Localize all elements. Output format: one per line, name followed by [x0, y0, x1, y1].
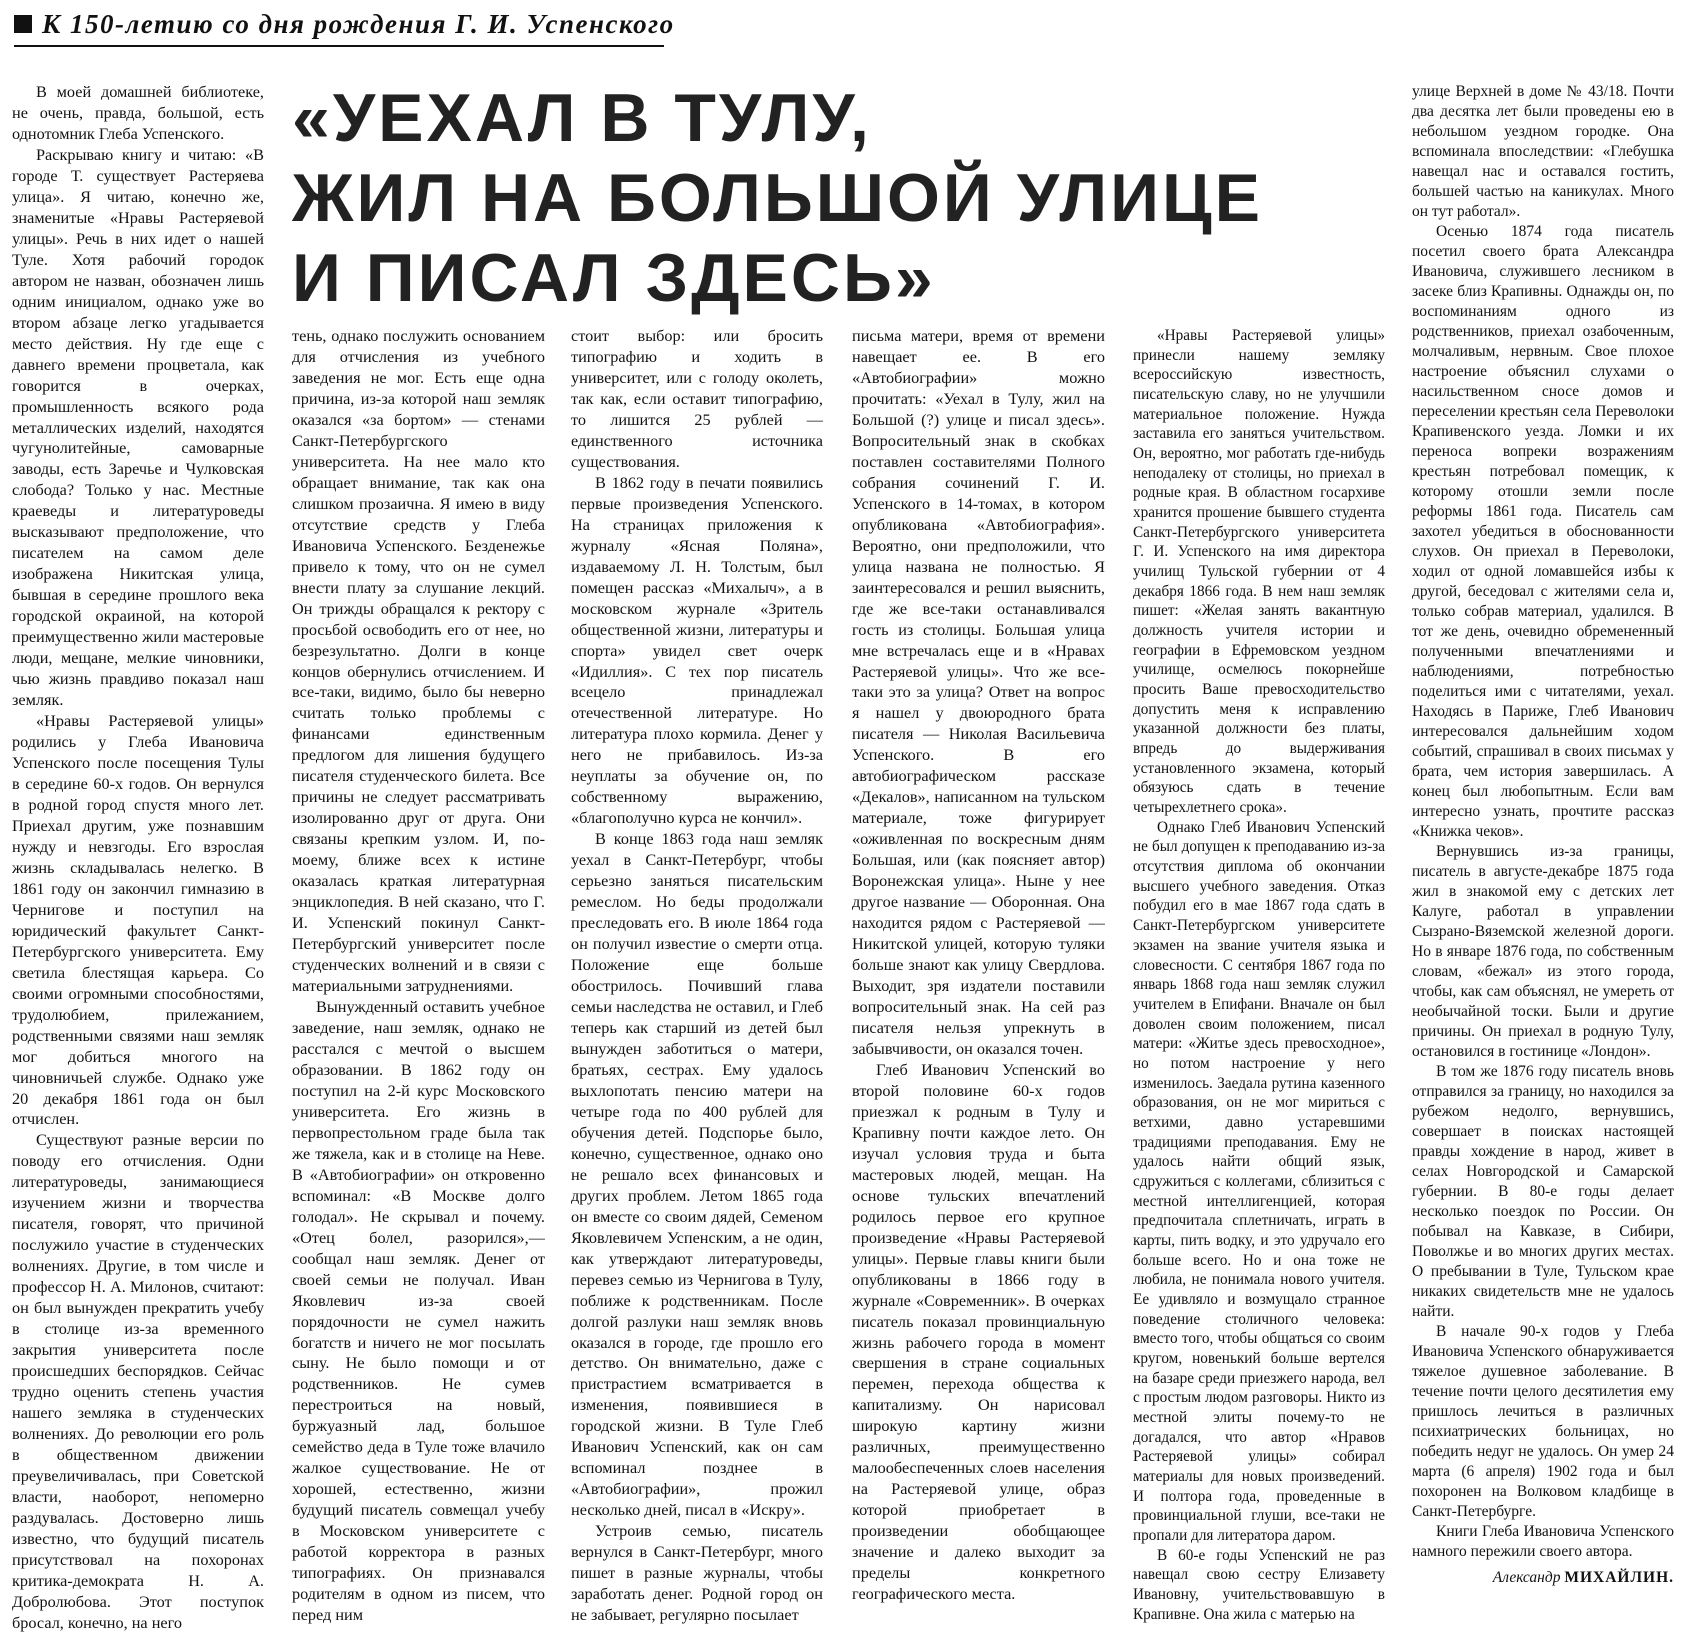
paragraph: В моей домашней библиотеке, не очень, правда, большой, есть однотомник Глеба Успенского.	[12, 83, 264, 143]
article-column-1	[12, 82, 264, 1638]
paragraph: «Нравы Растеряевой улицы» принесли нашему земляку всероссийскую известность, писательскую славу, но не улучшили материальное положение. Нужда заставила его заняться учительством. Он, вероятно, мог работать где-нибудь неподалеку от столицы, но приехал в родные края. В областном госархиве хранится прошение бывшего студента Санкт-Петербургского университета Г. И. Успенского на имя директора училищ Тульской губернии от 4 декабря 1866 года. В нем наш земляк пишет: «Желая занять вакантную должность учителя истории и географии в Ефремовском уездном училище, осмелюсь покорнейше просить Ваше превосходительство допустить меня к исправлению указанной должности без платы, впредь до выдерживания установленного экзамена, который обязуюсь сдать в течение четырехлетнего срока».	[1133, 327, 1385, 817]
author-signature	[1412, 1568, 1674, 1588]
article-column-2	[292, 326, 545, 1638]
paragraph: Существуют разные версии по поводу его отчисления. Одни литературоведы, занимающиеся изучением жизни и творчества писателя, говорят, что причиной послужило участие в студенческих волнениях. Другие, в том числе и профессор Н. А. Милонов, считают: он был вынужден прекратить учебу в столице из-за временного закрытия университета после происшедших беспорядков. Сейчас трудно оценить степень участия нашего земляка в студенческих волнениях. До революции его роль в общественном движении преувеличивалась, при Советской власти, наоборот, непомерно раздувалась. Достоверно лишь известно, что будущий писатель присутствовал на похоронах критика-демократа Н. А. Добролюбова. Этот поступок бросал, конечно, на него	[12, 1131, 264, 1632]
author-last-name: МИХАЙЛИН.	[1564, 1569, 1674, 1586]
paragraph: письма матери, время от времени навещает ее. В его «Автобиографии» можно прочитать: «Уехал в Тулу, жил на Большой (?) улице и писал здесь». Вопросительный знак в скобках поставлен составителями Полного собрания сочинений Г. И. Успенского в 14-томах, в котором опубликована «Автобиография». Вероятно, они предположили, что улица названа не полностью. Я заинтересовался и решил выяснить, где же все-таки останавливался гость из столицы. Большая улица мне встречалась еще и в «Нравах Растеряевой улицы». Что же все-таки это за улица? Ответ на вопрос я нашел у двоюродного брата писателя — Николая Васильевича Успенского. В его автобиографическом рассказе «Декалов», написанном на тульском материале, тоже фигурирует «оживленная по воскресным дням Большая, или (как поясняет автор) Воронежская улица». Ныне у нее другое название — Оборонная. Она находится рядом с Растеряевой — Никитской улицей, которую туляки больше знают как улицу Свердлова. Выходит, зря издатели поставили вопросительный знак. На сей раз писателя нельзя упрекнуть в забывчивости, он оказался точен.	[852, 327, 1105, 1058]
paragraph: Осенью 1874 года писатель посетил своего брата Александра Ивановича, служившего лесником в засеке близ Крапивны. Однажды он, по воспоминаниям одного из родственников, приехал озабоченным, молчаливым, нервным. Свое плохое настроение объяснил слухами о насильственном сносе домов и переселении крестьян села Переволоки Крапивенского уезда. Ломки и их переноса вопреки возражениям крестьян потребовал помещик, к которому отошли земли после реформы 1861 года. Писатель сам захотел убедиться в обоснованности слухов. Он приехал в Переволоки, ходил от одной ломавшейся избы к другой, беседовал с жителями села и, только собрав материал, удалился. В тот же день, очевидно обремененный полученными впечатлениями и наблюдениями, потребностью поделиться ими с читателями, уехал. Находясь в Париже, Глеб Иванович интересовался дальнейшим ходом событий, спрашивал в своих письмах у брата, чем история завершилась. А конец был любопытным. Если вам интересно узнать, прочтите рассказ «Книжка чеков».	[1412, 223, 1674, 840]
paragraph: В 1862 году в печати появились первые произведения Успенского. На страницах приложения к журналу «Ясная Поляна», издаваемому Л. Н. Толстым, был помещен рассказ «Михалыч», а в московском журнале «Зритель общественной жизни, литературы и спорта» увидел свет очерк «Идиллия». С тех пор писатель всецело принадлежал отечественной литературе. Но литература плохо кормила. Денег у него не прибавилось. Из-за неуплаты за обучение он, по собственному выражению, «благополучно курса не кончил».	[571, 473, 823, 828]
paragraph: Вынужденный оставить учебное заведение, наш земляк, однако не расстался с мечтой о высшем образовании. В 1862 году он поступил на 2-й курс Московского университета. Его жизнь в первопрестольном граде была так же тяжела, как и в столице на Неве. В «Автобиографии» он откровенно вспоминал: «В Москве долго голодал». Не скрывал и почему. «Отец болел, разорился»,— сообщал наш земляк. Денег от своей семьи не получал. Иван Яковлевич из-за своей порядочности не сумел нажить богатств и ничего не мог посылать сыну. Не было помощи и от родственников. Не сумев перестроиться на новый, буржуазный лад, большое семейство деда в Туле тоже влачило жалкое существование. Не от хорошей, естественно, жизни будущий писатель совмещал учебу в Московском университете с работой корректора в разных типографиях. Он признавался родителям в одном из писем, что перед ним	[292, 998, 545, 1625]
paragraph: В конце 1863 года наш земляк уехал в Санкт-Петербург, чтобы серьезно заняться писательским ремеслом. Но беды продолжали преследовать его. В июле 1864 года он получил известие о смерти отца. Положение еще больше обострилось. Почивший глава семьи наследства не оставил, и Глеб теперь как старший из детей был вынужден заботиться о матери, братьях, сестрах. Ему удалось выхлопотать пенсию матери на четыре года по 400 рублей для обучения детей. Подспорье было, конечно, существенное, однако оно не решало всех финансовых и других проблем. Летом 1865 года он вместе со своим дядей, Семеном Яковлевичем Успенским, а не один, как утверждают литературоведы, перевез семью из Чернигова в Тулу, поближе к родственникам. После долгой разлуки наш земляк вновь оказался в городе, где прошло его детство. Он внимательно, даже с пристрастием всматривается в изменения, появившиеся в городской жизни. В Туле Глеб Иванович Успенский, как он сам вспоминал позднее в «Автобиографии», прожил несколько дней, писал в «Искру».	[571, 830, 823, 1520]
rubric-square-icon	[14, 15, 32, 33]
article-headline	[292, 78, 1392, 318]
rubric-title: К 150-летию со дня рождения Г. И. Успенского	[42, 8, 675, 39]
paragraph: В начале 90-х годов у Глеба Ивановича Успенского обнаруживается тяжелое душевное заболевание. В течение почти целого десятилетия ему пришлось лечиться в различных психиатрических больницах, но победить недуг не удалось. Он умер 24 марта (6 апреля) 1902 года и был похоронен на Волковом кладбище в Санкт-Петербурге.	[1412, 1323, 1674, 1520]
article-column-5	[1133, 326, 1385, 1638]
paragraph: В 60-е годы Успенский не раз навещал свою сестру Елизавету Ивановну, учительствовавшую в Крапивне. Она жила с матерью на	[1133, 1546, 1385, 1623]
headline-line: ЖИЛ НА БОЛЬШОЙ УЛИЦЕ	[292, 160, 1264, 236]
author-first-name: Александр	[1492, 1569, 1561, 1586]
paragraph: улице Верхней в доме № 43/18. Почти два десятка лет были проведены ею в небольшом уездном городке. Она вспоминала впоследствии: «Глебушка навещал нас и оставался гостить, большей частью на каникулах. Много он тут работал».	[1412, 83, 1674, 220]
paragraph: «Нравы Растеряевой улицы» родились у Глеба Ивановича Успенского после посещения Тулы в середине 60-х годов. Он вернулся в родной город спустя много лет. Приехал другим, уже познавшим нужду и невзгоды. Его взрослая жизнь складывалась нелегко. В 1861 году он закончил гимназию в Чернигове и поступил на юридический факультет Санкт-Петербургского университета. Ему светила блестящая карьера. Со своими огромными способностями, трудолюбием, прилежанием, родственными связями наш земляк мог добиться многого на чиновничьей службе. Однако уже 20 декабря 1861 года он был отчислен.	[12, 712, 264, 1129]
paragraph: Вернувшись из-за границы, писатель в августе-декабре 1875 года жил в знакомой ему с детских лет Калуге, работал в управлении Сызрано-Вяземской железной дороги. Но в январе 1876 года, по собственным словам, «бежал» из этого города, чтобы, как сам объяснял, не умереть от необычайной тоски. Были и другие причины. Он приехал в родную Тулу, остановился в гостинице «Лондон».	[1412, 843, 1674, 1060]
paragraph: В том же 1876 году писатель вновь отправился за границу, но находился за рубежом недолго, вернувшись, совершает в поисках настоящей правды хождение в народ, живет в селах Новгородской и Самарской губернии. В 80-е годы делает несколько поездок по России. Он побывал на Кавказе, в Сибири, Поволжье и во многих других местах. О пребывании в Туле, Тульском крае никаких свидетельств мне не удалось найти.	[1412, 1063, 1674, 1320]
article-column-3	[571, 326, 823, 1638]
paragraph: Глеб Иванович Успенский во второй половине 60-х годов приезжал к родным в Тулу и Крапивну почти каждое лето. Он изучал условия труда и быта мастеровых людей, мещан. На основе тульских впечатлений родилось первое его крупное произведение «Нравы Растеряевой улицы». Первые главы книги были опубликованы в 1866 году в журнале «Современник». В очерках писатель показал провинциальную жизнь рабочего города в момент свершения в стране социальных перемен, перехода общества к капитализму. Он нарисовал широкую картину жизни различных, преимущественно малообеспеченных слоев населения на Растеряевой улице, образ которой приобретает в произведении обобщающее значение и далеко выходит за пределы конкретного географического места.	[852, 1060, 1105, 1604]
rubric-header	[14, 6, 675, 42]
paragraph: Книги Глеба Ивановича Успенского намного пережили своего автора.	[1412, 1523, 1674, 1560]
article-column-4	[852, 326, 1105, 1638]
paragraph: Устроив семью, писатель вернулся в Санкт-Петербург, много пишет в разные журналы, чтобы заработать денег. Родной город он не забывает, регулярно посылает	[571, 1522, 823, 1625]
paragraph: Раскрываю книгу и читаю: «В городе Т. существует Растеряева улица». Я читаю, конечно же, знаменитые «Нравы Растеряевой улицы». Речь в них идет о нашей Туле. Хотя рабочий городок автором не назван, обозначен лишь одним инициалом, однако уже во втором абзаце легко угадывается место действия. Ну где еще с давнего времени процветала, как говорится в очерках, промышленность всякого рода металлических изделий, находятся чугунолитейные, самоварные заводы, есть Заречье и Чулковская слобода? Только у нас. Местные краеведы и литературоведы высказывают предположение, что писателем на самом деле изображена Никитская улица, бывшая в середине прошлого века городской окраиной, на которой преимущественно жили мастеровые люди, мещане, мелкие чиновники, чью жизнь правдиво показал наш земляк.	[12, 145, 264, 710]
paragraph: Однако Глеб Иванович Успенский не был допущен к преподаванию из-за отсутствия диплома об окончании высшего учебного заведения. Отказ побудил его в мае 1867 года сдать в Санкт-Петербургском университете экзамен на звание учителя языка и словесности. С сентября 1867 года по январь 1868 года наш земляк служил учителем в Епифани. Вначале он был доволен своим положением, писал матери: «Житье здесь превосходное», но потом настроение у него изменилось. Заедала рутина казенного образования, он не мог мириться с ветхими, давно устаревшими традициями преподавания. Ему не удалось найти общий язык, сдружиться с коллегами, сблизиться с местной интеллигенцией, которая предпочитала сплетничать, играть в карты, пить водку, и это удручало его больше всего. Но и она тоже не любила, не понимала нового учителя. Ее удивляло и возмущало странное поведение столичного человека: вместо того, чтобы общаться со своим кругом, новенький больше вертелся на базаре среди приезжего народа, вел с простым людом разговоры. Никто из местной элиты почему-то не догадался, что автор «Нравов Растеряевой улицы» собирал материалы для новых произведений. И полтора года, проведенные в провинциальной глуши, все-таки не пропали для литератора даром.	[1133, 818, 1385, 1544]
article-column-6	[1412, 82, 1674, 1638]
headline-line: И ПИСАЛ ЗДЕСЬ»	[292, 240, 936, 316]
paragraph: тень, однако послужить основанием для отчисления из учебного заведения не мог. Есть еще одна причина, из-за которой наш земляк оказался «за бортом» — стенами Санкт-Петербургского университета. На нее мало кто обращает внимание, так как она слишком прозаична. Я имею в виду отсутствие средств у Глеба Ивановича Успенского. Безденежье привело к тому, что он не сумел внести плату за слушание лекций. Он трижды обращался к ректору с просьбой освободить его от нее, но безрезультатно. Долги в конце концов обернулись отчислением. И все-таки, видимо, было бы неверно считать только проблемы с финансами единственным предлогом для лишения будущего писателя студенческого билета. Все причины не следует рассматривать изолированно друг от друга. Они связаны крепким узлом. И, по-моему, ближе всех к истине оказалась краткая литературная энциклопедия. В ней сказано, что Г. И. Успенский покинул Санкт-Петербургский университет после студенческих волнений и в связи с материальными затруднениями.	[292, 327, 545, 996]
headline-line: «УЕХАЛ В ТУЛУ,	[292, 80, 872, 156]
paragraph: стоит выбор: или бросить типографию и ходить в университет, или с голоду околеть, так как, если оставит типографию, то лишится 25 рублей — единственного источника существования.	[571, 327, 823, 471]
rubric-rule	[14, 45, 664, 47]
